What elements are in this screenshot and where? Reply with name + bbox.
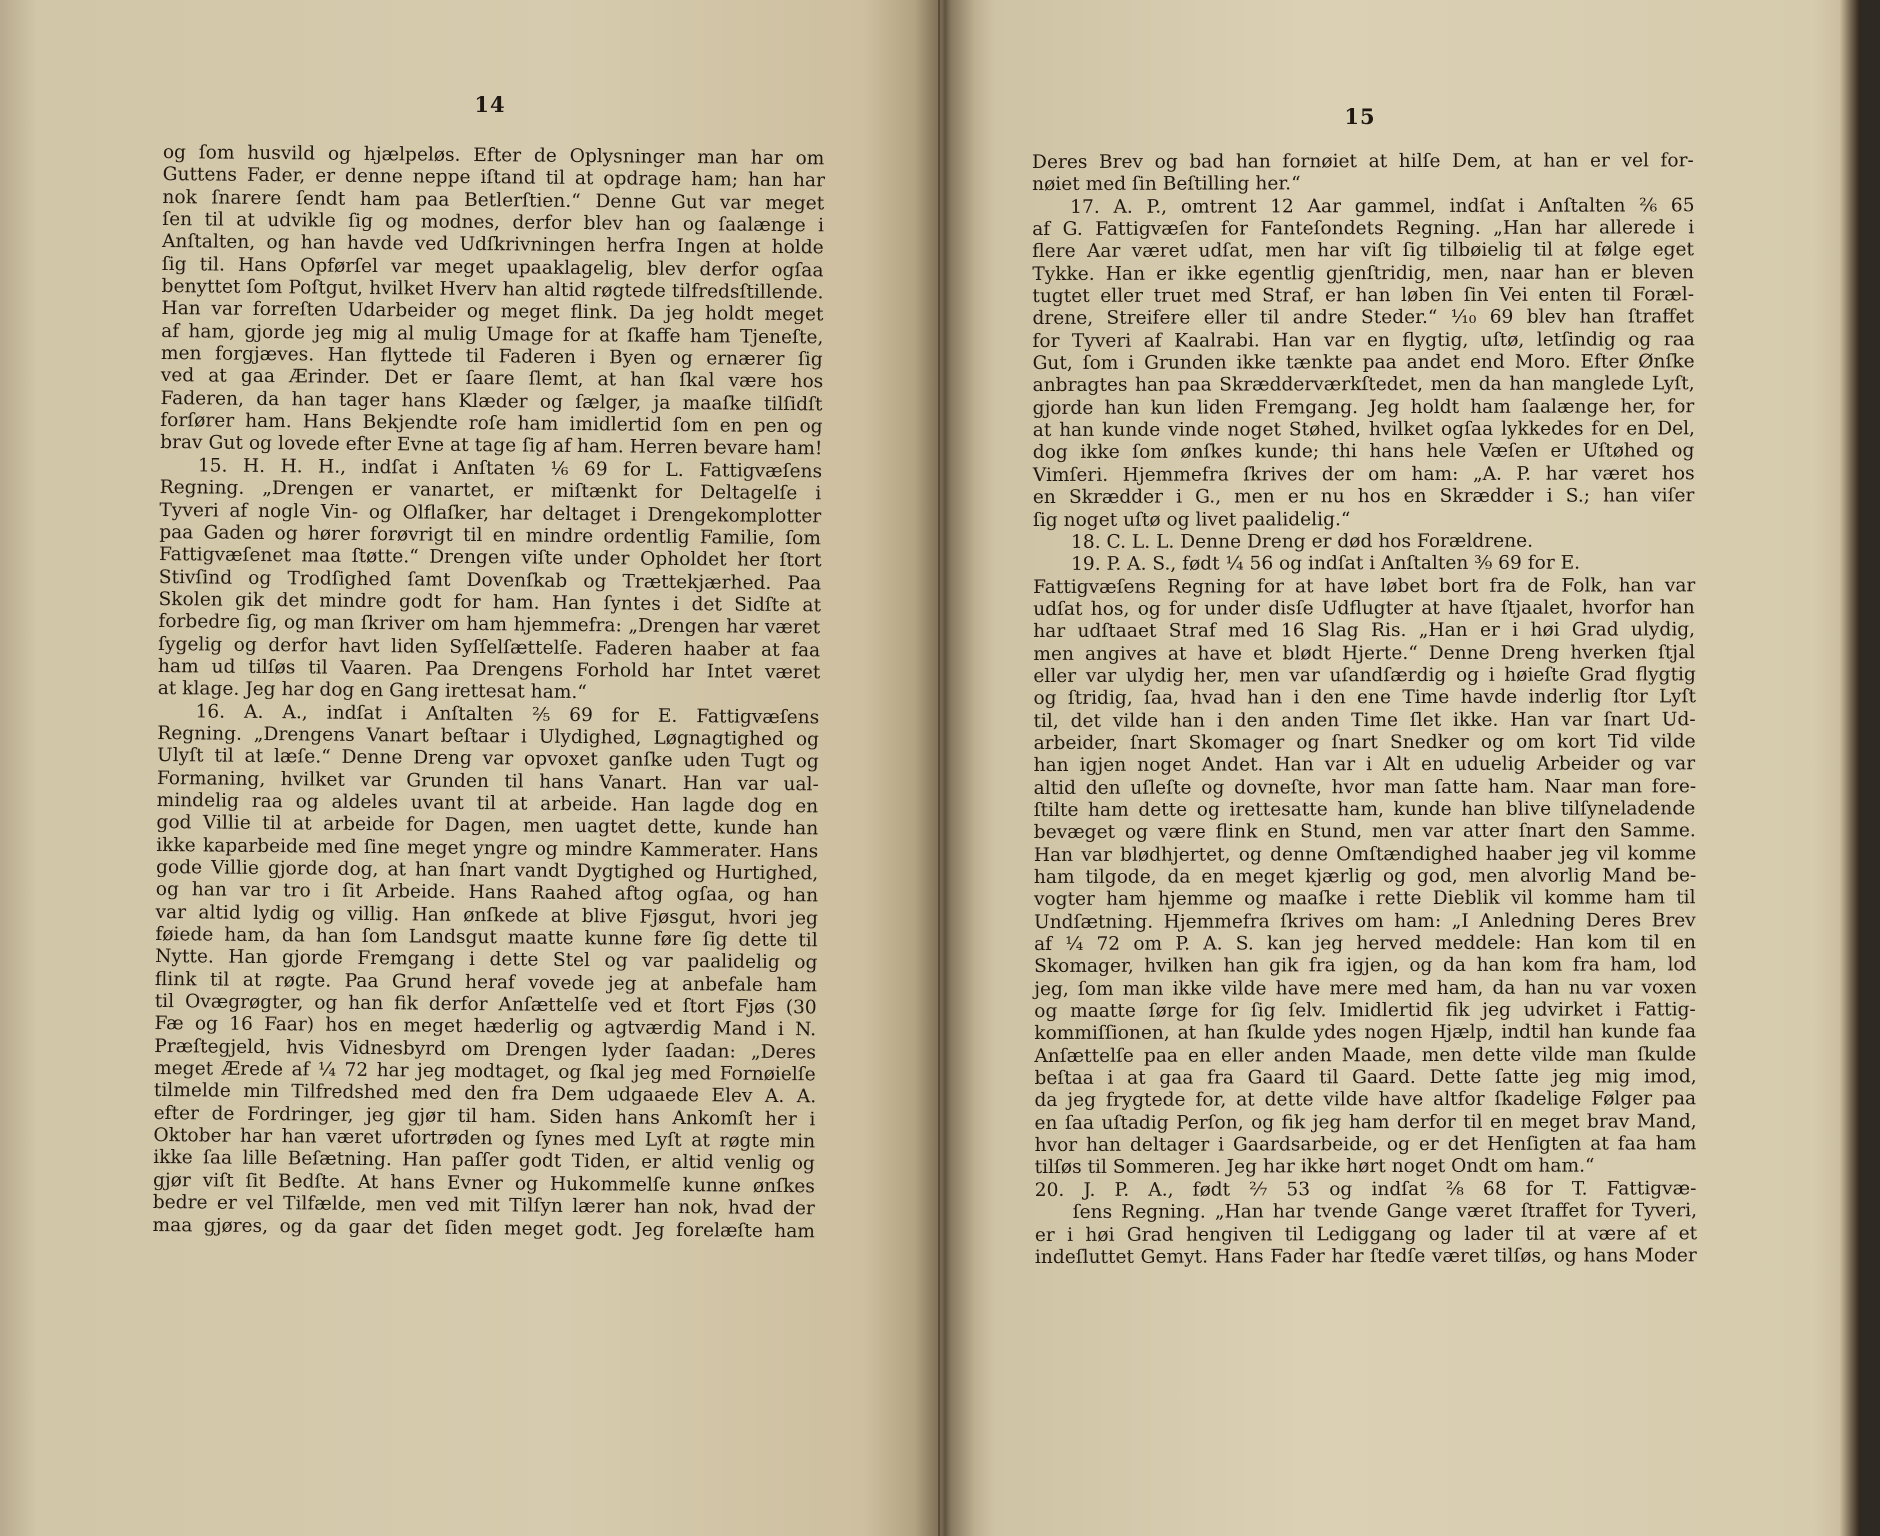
text-line: Han var blødhjertet, og denne Omſtændighed haaber jeg vil komme <box>1033 842 1697 866</box>
text-line: 20. J. P. A., født ²⁄₇ 53 og indſat ²⁄₈ 68 for T. Fattigvæ- <box>1034 1178 1697 1201</box>
text-line: at klage. Jeg har dog en Gang irettesat ham.“ <box>157 678 587 704</box>
text-line: nok ſnarere ſendt ham paa Betlerſtien.“ Denne Gut var meget <box>162 186 825 215</box>
text-line: eller var ulydig her, men var uſandſærdig og i høieſte Grad flygtig <box>1033 664 1696 687</box>
text-line: en ſaa uſtadig Perſon, og fik jeg ham derfor til en meget brav Mand, <box>1034 1111 1697 1134</box>
text-line: for Tyveri af Kaalrabi. Han var en flygtig, uſtø, letſindig og raa <box>1032 329 1695 352</box>
text-line: tilſøs til Sommeren. Jeg har ikke hørt noget Ondt om ham.“ <box>1034 1155 1595 1179</box>
text-line: bevæget og være flink en Stund, men var atter ſnart den Samme. <box>1033 820 1696 844</box>
text-line: en Skrædder i G., men er nu hos en Skrædder i S.; han viſer <box>1032 485 1695 509</box>
text-line: Skomager, hvilken han gik fra igjen, og da han kom fra ham, lod <box>1034 954 1697 978</box>
text-line: har udſtaaet Straf med 16 Slag Ris. „Han er i høi Grad ulydig, <box>1033 619 1696 643</box>
text-line: og ſtridig, ſaa, hvad han i den ene Time havde inderlig ſtor Lyſt <box>1033 686 1696 710</box>
text-line: Anſættelſe paa en eller anden Maade, men dette vilde man ſkulde <box>1034 1044 1697 1067</box>
text-line: var altid lydig og villig. Han ønſkede at blive Fjøsgut, hvori jeg <box>155 901 819 930</box>
text-line: ikke ſaa lille Beſætning. Han paſſer godt Tiden, er altid venlig og <box>153 1147 815 1175</box>
text-line: af ¼ 72 om P. A. S. kan jeg herved meddele: Han kom til en <box>1034 932 1697 956</box>
text-line: til, det vilde han i den anden Time ſlet ikke. Han var ſnart Ud- <box>1033 708 1696 732</box>
text-line: Oktober har han været ufortrøden og ſynes med Lyſt at røgte min <box>153 1125 816 1153</box>
text-line: indeſluttet Gemyt. Hans Fader har ſtedſe været tilſøs, og hans Moder <box>1034 1245 1697 1268</box>
text-line: 15. H. H. H., indſat i Anſtaten ⅙ 69 for L. Fattigvæſens <box>197 455 823 483</box>
text-line: udſat hos, og for under disſe Udflugter at have ſtjaalet, hvorfor han <box>1033 597 1695 620</box>
text-line: altid den uſleſte og dovneſte, hvor man ſatte ham. Naar man fore- <box>1033 775 1697 799</box>
text-line: 18. C. L. L. Denne Dreng er død hos Forældrene. <box>1070 530 1534 553</box>
text-line: Anſtalten, og han havde ved Udſkrivningen herfra Ingen at holde <box>161 231 824 259</box>
text-line: kommiſſionen, at han ſkulde ydes nogen Hjælp, indtil han kunde faa <box>1034 1021 1697 1045</box>
text-line: Ulyſt til at læſe.“ Denne Dreng var opvoxet ganſke uden Tugt og <box>157 745 819 773</box>
text-line: ſig noget uſtø og livet paalidelig.“ <box>1032 508 1351 531</box>
text-line: Formaning, hvilket var Grunden til hans Vanart. Han var ual- <box>156 767 819 795</box>
text-line: men angives at have et blødt Hjerte.“ Denne Dreng hverken ſtjal <box>1033 641 1696 665</box>
text-line: at han kunde vinde noget Støhed, hvilket ogſaa lykkedes for en Del, <box>1032 418 1695 442</box>
text-line: Fattigvæſenet maa ſtøtte.“ Drengen viſte under Opholdet her ſtort <box>158 544 822 572</box>
page-number-left: 14 <box>474 92 506 117</box>
text-line: Guttens Fader, er denne neppe iſtand til at opdrage ham; han har <box>162 164 826 192</box>
text-line: benyttet ſom Poſtgut, hvilket Hverv han altid røgtede tilfredsſtillende. <box>161 276 824 304</box>
text-line: drene, Streifere eller til andre Steder.“ ¹⁄₁₀ 69 blev han ſtraffet <box>1032 306 1695 330</box>
text-line: gode Villie gjorde dog, at han ſnart vandt Dygtighed og Hurtighed, <box>155 856 819 885</box>
text-line: bedre er vel Tilfælde, men ved mit Tilſyn lærer han nok, hvad der <box>152 1192 815 1220</box>
text-line: gjør viſt ſit Bedſte. At hans Evner og Hukommelſe kunne ønſkes <box>152 1169 815 1198</box>
text-line: paa Gaden og hører forøvrigt til en mindre ordentlig Familie, ſom <box>159 521 821 550</box>
text-line: Tyveri af nogle Vin- og Olflaſker, har deltaget i Drengekomplotter <box>159 499 822 527</box>
page-edge <box>1840 0 1860 1536</box>
text-line: Præſtegjeld, hvis Vidnesbyrd om Drengen lyder ſaadan: „Deres <box>154 1035 817 1064</box>
text-line: Skolen gik det mindre godt for ham. Han ſyntes i det Sidſte at <box>158 588 822 617</box>
text-line: Gut, ſom i Grunden ikke tænkte paa andet end Moro. Efter Ønſke <box>1032 351 1695 375</box>
text-line: vogter ham hjemme og maaſke i rette Dieblik vil komme ham til <box>1033 887 1696 911</box>
text-line: forſører ham. Hans Bekjendte roſe ham imidlertid ſom en pen og <box>160 410 823 438</box>
right-page-text <box>1032 150 1697 1269</box>
text-line: flink til at røgte. Paa Grund heraf vovede jeg at anbefale ham <box>154 968 818 997</box>
text-line: Regning. „Drengen er vanartet, er miſtænkt for Deltagelſe i <box>159 477 822 505</box>
text-line: brav Gut og lovede efter Evne at tage ſig af ham. Herren bevare ham! <box>160 432 823 460</box>
text-line: 17. A. P., omtrent 12 Aar gammel, indſat i Anſtalten ²⁄₆ 65 <box>1070 194 1695 218</box>
text-line: tugtet eller truet med Straf, er han løben ſin Vei enten til Foræl- <box>1032 284 1695 308</box>
text-line: ſtilte ham dette og irettesatte ham, kunde han blive tilſyneladende <box>1033 798 1696 821</box>
text-line: anbragtes han paa Skrædderværkſtedet, men da han manglede Lyſt, <box>1032 373 1695 397</box>
text-line: til Ovægrøgter, og han fik derfor Anſættelſe ved et ſtort Fjøs (30 <box>154 991 817 1019</box>
text-line: meget Ærede af ¼ 72 har jeg modtaget, og ſkal jeg med Fornøielſe <box>154 1058 816 1086</box>
text-line: arbeider, ſnart Skomager og ſnart Snedker og om kort Tid vilde <box>1033 731 1696 754</box>
text-line: beſtaa i at gaa fra Gaard til Gaard. Dette ſatte jeg mig imod, <box>1034 1066 1697 1090</box>
text-line: ved at gaa Ærinder. Det er ſaare ſlemt, at han ſkal være hos <box>160 365 824 393</box>
text-line: Nytte. Han gjorde Fremgang i dette Stel og var paalidelig og <box>155 946 818 974</box>
text-line: er i høi Grad hengiven til Lediggang og lader til at være af et <box>1034 1222 1698 1246</box>
text-line: Han var forreſten Udarbeider og meget flink. Da jeg holdt meget <box>161 298 824 326</box>
page-number-right: 15 <box>1344 104 1376 129</box>
text-line: forbedre ſig, og man ſkriver om ham hjemmefra: „Drengen har været <box>158 611 821 639</box>
text-line: god Villie til at arbeide for Dagen, men uagtet dette, kunde han <box>156 812 819 840</box>
text-line: jeg, ſom man ikke vilde have mere med ham, da han nu var voxen <box>1034 976 1697 1000</box>
text-line: føiede ham, da han ſom Landsgut maatte kunne føre ſig dette til <box>155 923 818 952</box>
text-line: da jeg frygtede for, at dette vilde have altfor ſkadelige Følger paa <box>1034 1088 1697 1112</box>
text-line: flere Aar været udſat, men har viſt ſig tilbøielig til at følge eget <box>1032 239 1695 263</box>
text-line: ikke kaparbeide med ſine meget yngre og mindre Kammerater. Hans <box>156 834 819 862</box>
text-line: maa gjøres, og da gaar det ſiden meget godt. Jeg forelæſte ham <box>152 1214 816 1242</box>
text-line: men forgjæves. Han flyttede til Faderen i Byen og ernærer ſig <box>160 343 823 371</box>
text-line: Faderen, da han tager hans Klæder og ſælger, ja maaſke tilſidſt <box>160 387 823 416</box>
text-line: mindelig raa og aldeles uvant til at arbeide. Han lagde dog en <box>156 789 819 818</box>
right-page <box>940 0 1860 1536</box>
text-line: gjorde han kun liden Fremgang. Jeg holdt ham ſaalænge her, for <box>1032 396 1695 419</box>
text-line: Fattigvæſens Regning for at have løbet bort fra de Folk, han var <box>1033 574 1696 598</box>
text-line: dog ikke ſom ønſkes kunde; thi hans hele Væſen er Uſtøhed og <box>1032 440 1695 464</box>
text-line: ſens Regning. „Han har tvende Gange været ſtraffet for Tyveri, <box>1072 1200 1698 1224</box>
text-line: tilmelde min Tilfredshed med den fra Dem udgaaede Elev A. A. <box>153 1080 817 1108</box>
text-line: Vimſeri. Hjemmefra ſkrives der om ham: „A. P. har været hos <box>1032 463 1695 486</box>
text-line: 19. P. A. S., født ¼ 56 og indſat i Anſtalten ³⁄₉ 69 for E. <box>1071 552 1581 576</box>
text-line: af G. Fattigvæſen for Fanteſondets Regning. „Han har allerede i <box>1032 217 1695 241</box>
text-line: af ham, gjorde jeg mig al mulig Umage for at ſkaffe ham Tjeneſte, <box>161 320 824 349</box>
text-line: ham ud tilſøs til Vaaren. Paa Drengens Forhold har Intet været <box>157 655 821 684</box>
text-line: og maatte ſørge for ſig ſelv. Imidlertid fik jeg udvirket i Fattig- <box>1034 999 1696 1023</box>
text-line: 16. A. A., indſat i Anſtalten ²⁄₅ 69 for E. Fattigvæſens <box>195 700 820 728</box>
text-line: nøiet med ſin Beſtilling her.“ <box>1032 173 1301 196</box>
text-line: ſygelig og derfor havt liden Syſſelſættelſe. Faderen haaber at faa <box>158 633 821 661</box>
text-line: Regning. „Drengens Vanart beſtaar i Ulydighed, Løgnagtighed og <box>157 722 820 751</box>
text-line: efter de Fordringer, jeg gjør til ham. Siden hans Ankomſt her i <box>153 1102 816 1131</box>
text-line: Tykke. Han er ikke egentlig gjenſtridig, men, naar han er bleven <box>1032 261 1694 285</box>
left-page-text <box>152 142 824 1243</box>
text-line: Undſætning. Hjemmefra ſkrives om ham: „I Anledning Deres Brev <box>1033 909 1696 933</box>
text-line: ſen til at udvikle ſig og modnes, derfor blev han og ſaalænge i <box>162 209 825 237</box>
text-line: han igjen noget Andet. Han var i Alt en uduelig Arbeider og var <box>1033 753 1696 777</box>
text-line: ſig til. Hans Opførſel var meget upaaklagelig, blev derfor ogſaa <box>161 253 824 282</box>
text-line: ham tilgode, da en meget kjærlig og god, men alvorlig Mand be- <box>1033 865 1697 888</box>
text-line: og han var tro i ſit Arbeide. Hans Raahed aftog ogſaa, og han <box>155 879 819 907</box>
text-line: Fæ og 16 Faar) hos en meget hæderlig og agtværdig Mand i N. <box>154 1013 817 1041</box>
text-line: og ſom husvild og hjælpeløs. Efter de Oplysninger man har om <box>162 142 825 170</box>
text-line: Stivſind og Trodſighed ſamt Dovenſkab og Trættekjærhed. Paa <box>158 566 822 594</box>
text-line: hvor han deltager i Gaardsarbeide, og er det Henſigten at faa ham <box>1034 1133 1697 1157</box>
text-line: Deres Brev og bad han fornøiet at hilſe Dem, at han er vel for- <box>1032 150 1694 173</box>
